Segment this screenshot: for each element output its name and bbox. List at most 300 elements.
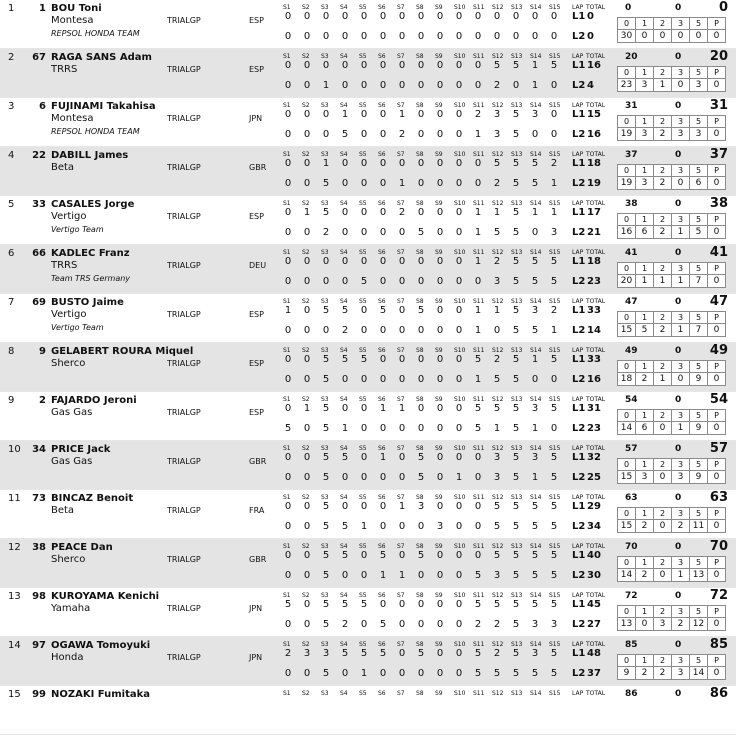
section-score: 0 [284,452,292,463]
section-score: 0 [436,31,444,42]
time-penalty: 0 [675,3,682,13]
section-score: 0 [284,570,292,581]
section-score: 0 [284,521,292,532]
section-score: 5 [493,60,501,71]
lap-header: LAP [572,494,584,501]
section-score: 0 [341,31,349,42]
total-points: 47 [625,297,638,307]
section-label: S15 [549,53,561,60]
section-score: 0 [455,648,463,659]
breakdown-header: 1 [636,459,654,471]
section-label: S11 [473,4,485,11]
lap-total: 0 [587,31,594,42]
section-label: S8 [416,347,424,354]
rider-name[interactable]: DABILL James [51,150,129,161]
breakdown-count: 2 [672,520,690,533]
section-score: 0 [360,207,368,218]
lap-label: L2 [572,521,586,532]
section-score: 0 [436,472,444,483]
section-score: 0 [550,11,558,22]
section-score: 0 [455,60,463,71]
section-label: S2 [302,445,310,452]
section-label: S6 [378,53,386,60]
rider-category: TRIALGP [167,65,201,74]
section-score: 0 [341,501,349,512]
section-score: 2 [493,354,501,365]
total-header: TOTAL [586,347,606,354]
lap-total: 33 [587,354,601,365]
section-score: 0 [398,550,406,561]
section-score: 0 [455,550,463,561]
section-score: 0 [341,374,349,385]
breakdown-count: 1 [672,226,690,239]
breakdown-count: 15 [618,471,636,484]
section-label: S13 [511,494,523,501]
lap-total: 17 [587,207,601,218]
breakdown-header: 3 [672,116,690,128]
section-score: 0 [360,452,368,463]
rider-team: Vertigo Team [51,323,104,332]
time-penalty: 0 [675,444,682,454]
breakdown-count: 0 [672,30,690,43]
section-label: S11 [473,200,485,207]
score-breakdown [617,17,726,43]
rider-name[interactable]: GELABERT ROURA Miquel [51,346,194,357]
section-label: S4 [340,592,348,599]
lap-total: 40 [587,550,601,561]
section-score: 5 [493,374,501,385]
rider-name[interactable]: BINCAZ Benoit [51,493,134,504]
score-breakdown [617,458,726,484]
section-score: 2 [474,619,482,630]
lap-total: 31 [587,403,601,414]
section-score: 5 [531,599,539,610]
section-score: 0 [474,276,482,287]
breakdown-header: 2 [654,18,672,30]
lap-total: 29 [587,501,601,512]
section-score: 1 [303,403,311,414]
section-score: 0 [455,501,463,512]
rider-name[interactable]: BOU Toni [51,3,102,14]
section-score: 3 [493,452,501,463]
rider-name[interactable]: OGAWA Tomoyuki [51,640,151,651]
section-label: S8 [416,445,424,452]
breakdown-count: 3 [636,79,654,92]
section-score: 5 [322,305,330,316]
section-score: 0 [417,80,425,91]
section-label: S11 [473,641,485,648]
rider-row [0,343,736,392]
section-score: 0 [455,374,463,385]
rider-name[interactable]: BUSTO Jaime [51,297,124,308]
section-score: 0 [436,178,444,189]
section-score: 5 [341,648,349,659]
breakdown-header: P [708,508,726,520]
rider-number: 66 [32,248,46,259]
section-score: 2 [550,305,558,316]
lap-total: 30 [587,570,601,581]
section-label: S7 [397,543,405,550]
section-label: S15 [549,151,561,158]
rider-name[interactable]: KUROYAMA Kenichi [51,591,160,602]
breakdown-header: 0 [618,410,636,422]
total-points: 57 [625,444,638,454]
section-label: S3 [321,445,329,452]
section-label: S6 [378,543,386,550]
section-score: 5 [512,403,520,414]
rider-name[interactable]: FAJARDO Jeroni [51,395,137,406]
section-score: 0 [379,325,387,336]
lap-label: L2 [572,619,586,630]
time-penalty: 0 [675,395,682,405]
breakdown-count: 3 [672,471,690,484]
breakdown-header: 2 [654,116,672,128]
breakdown-count: 2 [654,226,672,239]
breakdown-count: 0 [672,373,690,386]
section-score: 0 [379,207,387,218]
section-score: 0 [341,207,349,218]
section-label: S3 [321,151,329,158]
section-label: S3 [321,200,329,207]
breakdown-header: 5 [690,214,708,226]
time-penalty: 0 [675,101,682,111]
score-breakdown [617,605,726,631]
section-label: S1 [283,102,291,109]
section-label: S5 [359,396,367,403]
time-penalty: 0 [675,297,682,307]
breakdown-header: 2 [654,67,672,79]
section-score: 5 [379,550,387,561]
section-score: 0 [379,354,387,365]
section-label: S6 [378,102,386,109]
section-label: S2 [302,494,310,501]
section-score: 5 [284,599,292,610]
score-breakdown [617,164,726,190]
section-score: 5 [531,501,539,512]
rank: 13 [8,591,21,602]
section-label: S8 [416,494,424,501]
section-score: 1 [493,305,501,316]
section-score: 0 [303,452,311,463]
breakdown-header: P [708,214,726,226]
section-score: 3 [303,648,311,659]
section-score: 0 [379,521,387,532]
section-score: 0 [303,374,311,385]
section-label: S15 [549,543,561,550]
section-score: 5 [322,619,330,630]
section-label: S15 [549,102,561,109]
section-label: S15 [549,494,561,501]
section-score: 5 [512,599,520,610]
section-label: S15 [549,298,561,305]
rider-nationality: GBR [249,163,267,172]
section-score: 3 [322,648,330,659]
breakdown-header: 2 [654,214,672,226]
section-score: 0 [284,227,292,238]
rank: 2 [8,52,15,63]
section-score: 0 [284,276,292,287]
time-penalty: 0 [675,542,682,552]
section-label: S8 [416,151,424,158]
section-label: S1 [283,200,291,207]
section-score: 0 [379,11,387,22]
section-label: S2 [302,4,310,11]
rider-category: TRIALGP [167,555,201,564]
rider-category: TRIALGP [167,506,201,515]
breakdown-header: 1 [636,263,654,275]
rider-number: 69 [32,297,46,308]
rider-category: TRIALGP [167,359,201,368]
section-label: S12 [492,102,504,109]
total-header: TOTAL [586,641,606,648]
section-score: 0 [284,501,292,512]
section-score: 0 [493,325,501,336]
lap-total: 32 [587,452,601,463]
section-label: S10 [454,396,466,403]
breakdown-header: P [708,361,726,373]
rider-number: 1 [39,3,46,14]
section-label: S4 [340,249,348,256]
breakdown-header: 1 [636,557,654,569]
rider-name[interactable]: RAGA SANS Adam [51,52,152,63]
section-score: 1 [550,325,558,336]
section-score: 5 [512,668,520,679]
rider-name[interactable]: PRICE Jack [51,444,111,455]
section-score: 0 [360,178,368,189]
score-breakdown [617,311,726,337]
section-label: S7 [397,249,405,256]
rider-team: REPSOL HONDA TEAM [51,29,140,38]
rider-brand: Vertigo [51,211,87,222]
section-label: S12 [492,690,504,697]
lap-header: LAP [572,298,584,305]
rank: 5 [8,199,15,210]
section-score: 0 [436,80,444,91]
breakdown-count: 3 [690,128,708,141]
section-score: 1 [341,423,349,434]
breakdown-count: 2 [654,177,672,190]
section-score: 0 [417,276,425,287]
section-score: 0 [398,276,406,287]
section-label: S7 [397,151,405,158]
section-score: 0 [379,178,387,189]
section-score: 5 [322,521,330,532]
rider-brand: Gas Gas [51,407,93,418]
section-score: 0 [474,472,482,483]
section-score: 5 [493,599,501,610]
section-label: S14 [530,53,542,60]
section-label: S15 [549,347,561,354]
section-label: S10 [454,494,466,501]
section-label: S13 [511,53,523,60]
rider-number: 2 [39,395,46,406]
section-score: 5 [360,599,368,610]
section-label: S7 [397,641,405,648]
section-score: 0 [360,158,368,169]
rider-category: TRIALGP [167,114,201,123]
score-summary [615,147,736,196]
section-label: S1 [283,690,291,697]
section-score: 0 [417,31,425,42]
section-score: 0 [284,109,292,120]
rider-row [0,98,736,147]
section-label: S12 [492,494,504,501]
rider-name[interactable]: CASALES Jorge [51,199,135,210]
section-score: 5 [531,570,539,581]
section-score: 2 [493,619,501,630]
section-score: 0 [303,619,311,630]
rank: 9 [8,395,15,406]
rider-name[interactable]: FUJINAMI Takahisa [51,101,156,112]
section-score: 2 [493,256,501,267]
time-penalty: 0 [675,52,682,62]
section-label: S4 [340,151,348,158]
section-label: S6 [378,445,386,452]
section-label: S13 [511,200,523,207]
section-score: 0 [284,158,292,169]
rider-number: 33 [32,199,46,210]
section-score: 0 [417,599,425,610]
lap-header: LAP [572,249,584,256]
final-total: 86 [709,686,728,701]
section-score: 0 [284,619,292,630]
section-label: S1 [283,543,291,550]
score-summary [615,245,736,294]
section-score: 0 [341,403,349,414]
section-label: S11 [473,690,485,697]
breakdown-header: 3 [672,312,690,324]
total-header: TOTAL [586,298,606,305]
breakdown-header: 3 [672,361,690,373]
breakdown-header: 3 [672,214,690,226]
breakdown-count: 5 [636,324,654,337]
rider-row [0,196,736,245]
breakdown-count: 20 [618,275,636,288]
section-score: 5 [417,227,425,238]
rider-category: TRIALGP [167,163,201,172]
lap-total: 4 [587,80,594,91]
section-score: 0 [284,129,292,140]
breakdown-header: 1 [636,214,654,226]
rank: 1 [8,3,15,14]
lap-total: 25 [587,472,601,483]
breakdown-header: P [708,459,726,471]
section-score: 0 [284,374,292,385]
section-score: 2 [284,648,292,659]
rider-name[interactable]: NOZAKI Fumitaka [51,689,151,700]
rider-category: TRIALGP [167,16,201,25]
section-score: 0 [436,207,444,218]
section-score: 5 [550,521,558,532]
section-score: 0 [474,158,482,169]
total-header: TOTAL [586,53,606,60]
breakdown-count: 3 [636,177,654,190]
breakdown-count: 3 [690,79,708,92]
total-header: TOTAL [586,151,606,158]
section-label: S3 [321,543,329,550]
section-score: 0 [398,256,406,267]
section-score: 1 [474,227,482,238]
rider-nationality: GBR [249,457,267,466]
section-score: 1 [531,472,539,483]
rider-name[interactable]: PEACE Dan [51,542,113,553]
section-label: S10 [454,298,466,305]
total-header: TOTAL [586,543,606,550]
section-label: S9 [435,396,443,403]
breakdown-header: 3 [672,263,690,275]
rider-brand: Beta [51,505,75,516]
section-score: 1 [474,207,482,218]
section-score: 0 [436,11,444,22]
section-label: S9 [435,641,443,648]
section-score: 0 [398,11,406,22]
section-score: 0 [512,31,520,42]
final-total: 20 [709,49,728,64]
breakdown-count: 0 [690,30,708,43]
rider-nationality: ESP [249,16,264,25]
section-label: S9 [435,494,443,501]
section-label: S4 [340,445,348,452]
breakdown-header: 5 [690,165,708,177]
breakdown-header: 0 [618,557,636,569]
breakdown-count: 6 [690,177,708,190]
section-score: 0 [398,648,406,659]
section-score: 1 [398,403,406,414]
section-score: 0 [303,256,311,267]
breakdown-header: 3 [672,655,690,667]
lap-label: L1 [572,305,586,316]
rider-name[interactable]: KADLEC Franz [51,248,130,259]
lap-label: L1 [572,648,586,659]
lap-total: 18 [587,158,601,169]
section-score: 0 [455,570,463,581]
section-score: 0 [455,109,463,120]
section-score: 2 [341,325,349,336]
section-label: S14 [530,396,542,403]
section-label: S6 [378,298,386,305]
breakdown-header: 2 [654,508,672,520]
section-label: S3 [321,53,329,60]
lap-label: L1 [572,599,586,610]
section-score: 0 [398,325,406,336]
lap-total: 45 [587,599,601,610]
section-score: 0 [284,80,292,91]
section-score: 0 [512,80,520,91]
time-penalty: 0 [675,640,682,650]
section-score: 1 [398,178,406,189]
total-points: 63 [625,493,638,503]
score-summary [615,588,736,637]
section-score: 5 [341,305,349,316]
final-total: 72 [709,588,728,603]
rider-number: 67 [32,52,46,63]
breakdown-count: 18 [618,373,636,386]
lap-header: LAP [572,396,584,403]
section-label: S8 [416,396,424,403]
rider-brand: Montesa [51,113,94,124]
section-label: S2 [302,592,310,599]
section-label: S15 [549,592,561,599]
section-label: S4 [340,298,348,305]
section-score: 5 [474,570,482,581]
breakdown-count: 11 [690,520,708,533]
section-score: 0 [341,80,349,91]
lap-label: L2 [572,423,586,434]
section-score: 5 [474,668,482,679]
rider-brand: Yamaha [51,603,91,614]
section-label: S7 [397,690,405,697]
breakdown-count: 0 [654,520,672,533]
